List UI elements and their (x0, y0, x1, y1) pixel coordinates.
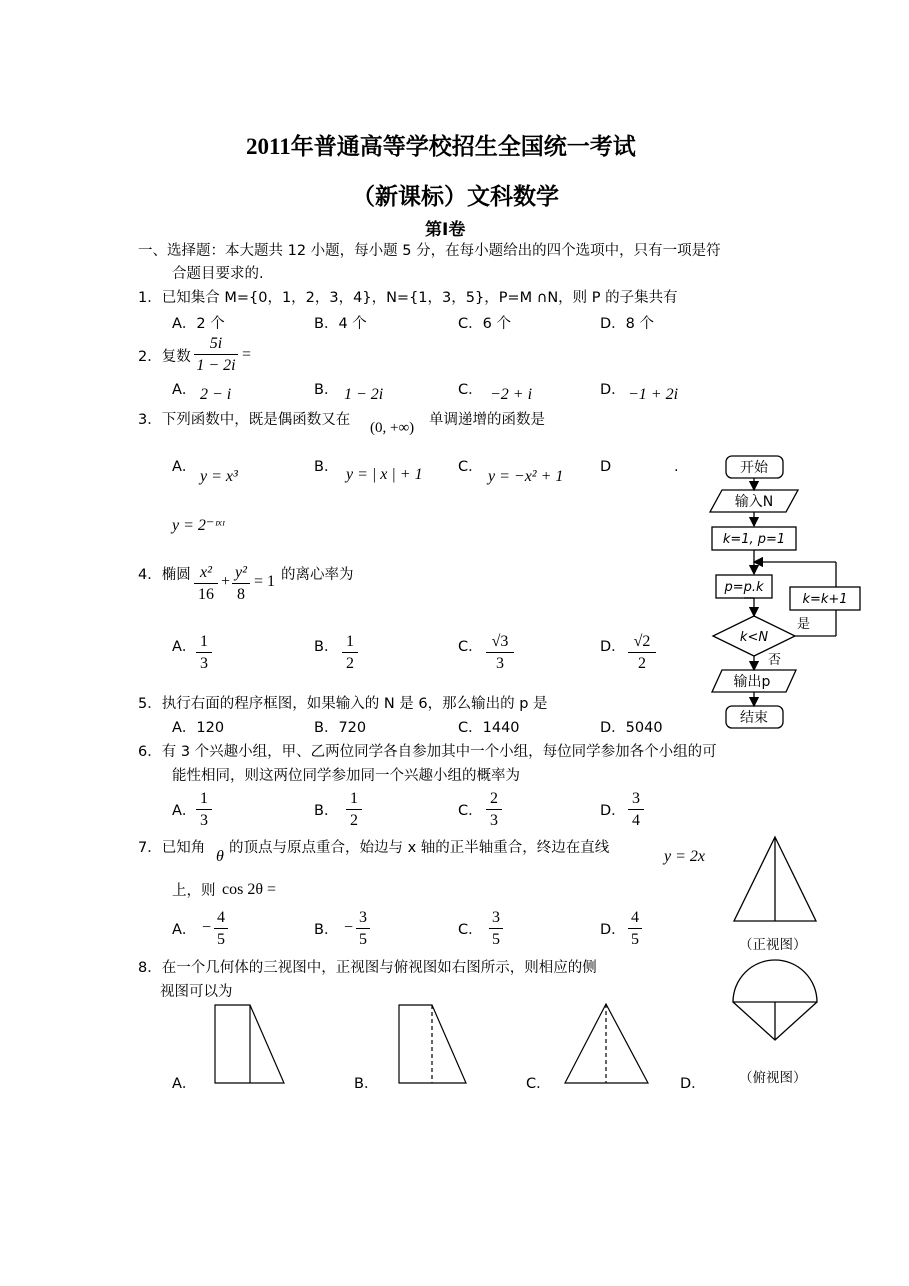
q1-option-c: C．6 个 (458, 316, 511, 332)
q3-label-c: C． (458, 459, 483, 475)
fc-output-text: 输出p (733, 674, 771, 690)
q7-d-den: 5 (631, 931, 639, 948)
q8-stem-line2: 视图可以为 (160, 984, 233, 1000)
q4-stem-prefix: 4．椭圆 (138, 567, 191, 583)
q6-option-d (628, 789, 644, 830)
fc-no-label: 否 (768, 653, 782, 668)
q4-option-c (486, 632, 514, 673)
q5-stem: 5．执行右面的程序框图，如果输入的 N 是 6，那么输出的 p 是 (138, 696, 548, 712)
q6-c-den: 3 (490, 812, 498, 829)
q6-b-den: 2 (350, 812, 358, 829)
q7-label-b: B． (314, 922, 339, 938)
q4-a-num: 1 (200, 633, 208, 650)
q3-stem-suffix: 单调递增的函数是 (429, 412, 545, 428)
q4-f1-den: 16 (198, 586, 214, 603)
q2-equals: = (242, 346, 252, 363)
q8-stem-line1: 8．在一个几何体的三视图中，正视图与俯视图如右图所示，则相应的侧 (138, 960, 597, 976)
q6-label-b: B． (314, 803, 339, 819)
front-view-caption: （正视图） (739, 937, 807, 952)
q8-figure-c (562, 1001, 652, 1085)
q7-b-den: 5 (359, 931, 367, 948)
q6-option-b (346, 789, 362, 830)
q4-option-d (628, 632, 656, 673)
q6-option-a (196, 789, 212, 830)
q2-option-c: −2 + i (490, 386, 533, 403)
q8-label-b: B． (354, 1076, 379, 1092)
q7-a-den: 5 (217, 931, 225, 948)
q4-f2-den: 8 (237, 586, 245, 603)
q1-option-a: A．2 个 (172, 316, 225, 332)
q7-option-a (214, 908, 228, 949)
fc-assign-text: p=p.k (724, 580, 764, 595)
q5-option-d: D．5040 (600, 720, 663, 736)
q4-option-b (342, 632, 358, 673)
q6-d-den: 4 (632, 812, 640, 829)
q3-option-b: y = | x | + 1 (346, 466, 423, 483)
q4-option-a (196, 632, 212, 673)
q2-numerator: 5i (209, 335, 223, 352)
q4-plus: + (221, 573, 231, 590)
q6-a-num: 1 (200, 790, 208, 807)
q4-f2-num: y² (235, 564, 247, 581)
section-heading-line1: 一、选择题：本大题共 12 小题，每小题 5 分，在每小题给出的四个选项中，只有一项是符 (138, 243, 721, 259)
q4-fraction-x (194, 563, 218, 604)
q8-figure-b (396, 1003, 472, 1085)
fc-increment-text: k=k+1 (802, 592, 848, 607)
q6-label-d: D． (600, 803, 626, 819)
q4-label-b: B． (314, 639, 339, 655)
q4-b-den: 2 (346, 655, 354, 672)
q7-label-c: C． (458, 922, 483, 938)
q6-option-c (486, 789, 502, 830)
q4-c-num: √3 (491, 633, 509, 650)
q1-stem: 1．已知集合 M={0，1，2，3，4}，N={1，3，5}，P=M ∩N，则 P 的子集共有 (138, 290, 678, 306)
q2-option-b: 1 − 2i (344, 386, 384, 403)
q2-option-d: −1 + 2i (628, 386, 679, 403)
q7-label-a: A． (172, 922, 197, 938)
q7-line2-prefix: 上，则 (172, 883, 216, 899)
q7-option-d (628, 908, 642, 949)
q2-label-a: A． (172, 382, 197, 398)
q6-b-num: 1 (350, 790, 358, 807)
q4-d-den: 2 (638, 655, 646, 672)
q4-b-num: 1 (346, 633, 354, 650)
q4-label-d: D． (600, 639, 626, 655)
q5-option-c: C．1440 (458, 720, 520, 736)
q7-option-c (489, 908, 503, 949)
q3-label-b: B． (314, 459, 339, 475)
q7-d-num: 4 (631, 909, 639, 926)
q2-label-c: C． (458, 382, 483, 398)
q6-stem-line1: 6．有 3 个兴趣小组，甲、乙两位同学各自参加其中一个小组，每位同学参加各个小组的可 (138, 744, 717, 760)
top-view-figure (728, 962, 822, 1058)
q6-stem-line2: 能性相同，则这两位同学参加同一个兴趣小组的概率为 (172, 768, 520, 784)
q2-fraction (194, 334, 238, 375)
q2-denominator: 1 − 2i (196, 357, 236, 374)
section-heading-line2: 合题目要求的. (172, 266, 264, 282)
q3-label-a: A． (172, 459, 197, 475)
q1-option-d: D．8 个 (600, 316, 654, 332)
q2-label-b: B． (314, 382, 339, 398)
q3-label-d: D (600, 459, 612, 475)
q8-figure-a (212, 1003, 288, 1085)
q4-equals-one: = 1 (254, 573, 276, 590)
fc-condition-text: k<N (739, 630, 769, 645)
top-view-caption: （俯视图） (739, 1070, 807, 1085)
q7-a-num: 4 (217, 909, 225, 926)
q6-d-num: 3 (632, 790, 640, 807)
q8-label-c: C． (526, 1076, 551, 1092)
q3-option-c: y = −x² + 1 (488, 468, 564, 485)
fc-start-text: 开始 (740, 460, 768, 476)
q3-option-a: y = x³ (200, 468, 238, 485)
q3-option-d: y = 2⁻ᶦˣᶦ (172, 517, 224, 534)
q7-cos-expr: cos 2θ = (222, 881, 277, 898)
fc-yes-label: 是 (797, 617, 811, 632)
q8-label-d: D． (680, 1076, 706, 1092)
q7-a-sign: − (202, 919, 212, 936)
q2-option-a: 2 − i (200, 386, 232, 403)
title-line1: 2011年普通高等学校招生全国统一考试 (246, 134, 636, 159)
q7-stem-prefix: 7．已知角 (138, 840, 206, 856)
fc-init-text: k=1, p=1 (722, 532, 786, 547)
q7-c-num: 3 (492, 909, 500, 926)
q7-option-b (356, 908, 370, 949)
q4-d-num: √2 (633, 633, 651, 650)
q4-c-den: 3 (496, 655, 504, 672)
q7-stem-mid: 的顶点与原点重合，始边与 x 轴的正半轴重合，终边在直线 (229, 840, 610, 856)
flowchart (700, 450, 870, 735)
q1-option-b: B．4 个 (314, 316, 367, 332)
q6-label-a: A． (172, 803, 197, 819)
fc-end-text: 结束 (740, 710, 768, 726)
front-view-figure (730, 833, 820, 925)
q6-label-c: C． (458, 803, 483, 819)
q5-option-b: B．720 (314, 720, 367, 736)
q4-f1-num: x² (200, 564, 212, 581)
q8-label-a: A． (172, 1076, 197, 1092)
q4-fraction-y (232, 563, 250, 604)
q7-label-d: D． (600, 922, 626, 938)
fc-input-text: 输入N (734, 494, 774, 510)
q6-a-den: 3 (200, 812, 208, 829)
q4-label-c: C． (458, 639, 483, 655)
title-line2: （新课标）文科数学 (352, 184, 559, 210)
q8-a-shape (215, 1005, 284, 1083)
q3-stem-prefix: 3．下列函数中，既是偶函数又在 (138, 412, 351, 428)
q8-c-outline (565, 1004, 648, 1083)
volume-label: 第Ⅰ卷 (425, 220, 466, 240)
q2-label-d: D． (600, 382, 626, 398)
q7-b-sign: − (344, 919, 354, 936)
q7-c-den: 5 (492, 931, 500, 948)
q3-label-d-dot: . (674, 459, 679, 475)
q2-stem: 2．复数 (138, 349, 191, 365)
q5-option-a: A．120 (172, 720, 225, 736)
q7-line-eq: y = 2x (664, 848, 705, 865)
q3-interval: (0, +∞) (370, 420, 415, 436)
q4-a-den: 3 (200, 655, 208, 672)
q7-theta: θ (216, 848, 224, 865)
q4-stem-suffix: 的离心率为 (281, 567, 354, 583)
q6-c-num: 2 (490, 790, 498, 807)
q4-label-a: A． (172, 639, 197, 655)
q7-b-num: 3 (359, 909, 367, 926)
